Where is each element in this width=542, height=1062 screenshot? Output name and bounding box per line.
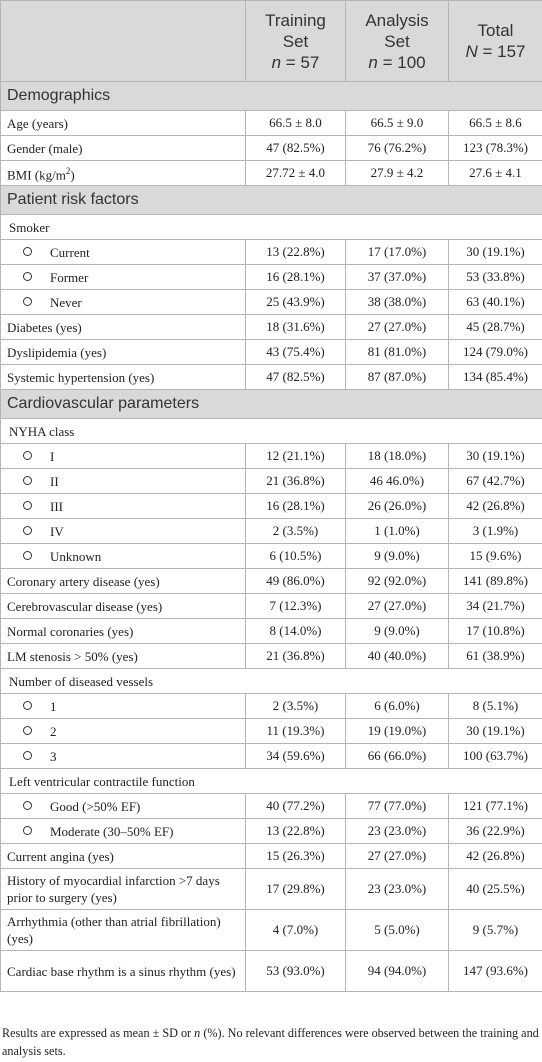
cell-analysis: 9 (9.0%) xyxy=(346,619,449,644)
cell-training: 6 (10.5%) xyxy=(246,544,346,569)
cell-total: 61 (38.9%) xyxy=(449,644,542,669)
row-label: Arrhythmia (other than atrial fibrillation) (yes) xyxy=(1,910,246,951)
table-row xyxy=(1,569,542,594)
row-label: Moderate (30–50% EF) xyxy=(1,819,246,844)
row-label: IV xyxy=(1,519,246,544)
cell-total: 100 (63.7%) xyxy=(449,744,542,769)
table-row-group xyxy=(1,419,542,444)
cell-analysis: 94 (94.0%) xyxy=(346,951,449,992)
cell-training: 16 (28.1%) xyxy=(246,265,346,290)
cell-analysis: 76 (76.2%) xyxy=(346,136,449,161)
cell-training: 34 (59.6%) xyxy=(246,744,346,769)
cell-training: 18 (31.6%) xyxy=(246,315,346,340)
cell-training: 25 (43.9%) xyxy=(246,290,346,315)
row-label: Number of diseased vessels xyxy=(1,669,542,694)
cell-training: 21 (36.8%) xyxy=(246,469,346,494)
cell-analysis: 27 (27.0%) xyxy=(346,844,449,869)
table-row xyxy=(1,315,542,340)
table-row-group xyxy=(1,769,542,794)
cell-analysis: 77 (77.0%) xyxy=(346,794,449,819)
cell-total: 67 (42.7%) xyxy=(449,469,542,494)
cell-analysis: 46 46.0%) xyxy=(346,469,449,494)
cell-total: 124 (79.0%) xyxy=(449,340,542,365)
cell-analysis: 66.5 ± 9.0 xyxy=(346,111,449,136)
bullet-icon xyxy=(23,801,32,810)
cell-analysis: 6 (6.0%) xyxy=(346,694,449,719)
cell-total: 30 (19.1%) xyxy=(449,719,542,744)
table-row xyxy=(1,161,542,186)
section-demographics xyxy=(1,82,542,111)
cell-total: 30 (19.1%) xyxy=(449,240,542,265)
cell-total: 40 (25.5%) xyxy=(449,869,542,910)
bullet-icon xyxy=(23,451,32,460)
table-row xyxy=(1,719,542,744)
cell-total: 63 (40.1%) xyxy=(449,290,542,315)
cell-total: 66.5 ± 8.6 xyxy=(449,111,542,136)
cell-total: 141 (89.8%) xyxy=(449,569,542,594)
cell-training: 4 (7.0%) xyxy=(246,910,346,951)
cell-training: 47 (82.5%) xyxy=(246,136,346,161)
cell-analysis: 27 (27.0%) xyxy=(346,315,449,340)
row-label: III xyxy=(1,494,246,519)
row-label: Good (>50% EF) xyxy=(1,794,246,819)
cell-analysis: 19 (19.0%) xyxy=(346,719,449,744)
row-label: Left ventricular contractile function xyxy=(1,769,542,794)
cell-total: 147 (93.6%) xyxy=(449,951,542,992)
table-row-group xyxy=(1,215,542,240)
cell-analysis: 18 (18.0%) xyxy=(346,444,449,469)
cell-total: 42 (26.8%) xyxy=(449,844,542,869)
cell-training: 40 (77.2%) xyxy=(246,794,346,819)
cell-training: 8 (14.0%) xyxy=(246,619,346,644)
cell-total: 53 (33.8%) xyxy=(449,265,542,290)
cell-training: 13 (22.8%) xyxy=(246,819,346,844)
cell-training: 66.5 ± 8.0 xyxy=(246,111,346,136)
cell-training: 12 (21.1%) xyxy=(246,444,346,469)
table-row xyxy=(1,136,542,161)
bullet-icon xyxy=(23,476,32,485)
table-row xyxy=(1,494,542,519)
cell-training: 11 (19.3%) xyxy=(246,719,346,744)
row-label: Cardiac base rhythm is a sinus rhythm (yes) xyxy=(1,951,246,992)
table-row xyxy=(1,644,542,669)
table-row xyxy=(1,619,542,644)
table-row xyxy=(1,744,542,769)
row-label: Current angina (yes) xyxy=(1,844,246,869)
cell-training: 13 (22.8%) xyxy=(246,240,346,265)
table-row xyxy=(1,111,542,136)
table-row xyxy=(1,819,542,844)
cell-analysis: 23 (23.0%) xyxy=(346,819,449,844)
table-row xyxy=(1,544,542,569)
cell-training: 2 (3.5%) xyxy=(246,694,346,719)
cell-analysis: 9 (9.0%) xyxy=(346,544,449,569)
cell-training: 16 (28.1%) xyxy=(246,494,346,519)
row-label: Former xyxy=(1,265,246,290)
cell-total: 121 (77.1%) xyxy=(449,794,542,819)
cell-analysis: 87 (87.0%) xyxy=(346,365,449,390)
table-row xyxy=(1,444,542,469)
bullet-icon xyxy=(23,701,32,710)
row-label: Smoker xyxy=(1,215,542,240)
table-row xyxy=(1,469,542,494)
cell-analysis: 17 (17.0%) xyxy=(346,240,449,265)
cell-analysis: 66 (66.0%) xyxy=(346,744,449,769)
table-row xyxy=(1,290,542,315)
table-row xyxy=(1,844,542,869)
header-analysis-set: Analysis Set n = 100 xyxy=(346,1,449,82)
cell-total: 8 (5.1%) xyxy=(449,694,542,719)
header-training-set: Training Set n = 57 xyxy=(246,1,346,82)
cell-analysis: 5 (5.0%) xyxy=(346,910,449,951)
table-row xyxy=(1,340,542,365)
row-label: Dyslipidemia (yes) xyxy=(1,340,246,365)
cell-training: 43 (75.4%) xyxy=(246,340,346,365)
section-title: Patient risk factors xyxy=(1,186,542,215)
cell-total: 15 (9.6%) xyxy=(449,544,542,569)
bullet-icon xyxy=(23,551,32,560)
table-footnote: Results are expressed as mean ± SD or n (%). No relevant differences were observed between the training and analysis sets. xyxy=(2,1026,539,1058)
row-label: 2 xyxy=(1,719,246,744)
row-label: Never xyxy=(1,290,246,315)
bullet-icon xyxy=(23,751,32,760)
table-row xyxy=(1,910,542,951)
cell-total: 134 (85.4%) xyxy=(449,365,542,390)
row-label: Unknown xyxy=(1,544,246,569)
cell-training: 21 (36.8%) xyxy=(246,644,346,669)
cell-total: 17 (10.8%) xyxy=(449,619,542,644)
cell-total: 42 (26.8%) xyxy=(449,494,542,519)
cell-analysis: 38 (38.0%) xyxy=(346,290,449,315)
cell-training: 49 (86.0%) xyxy=(246,569,346,594)
table-row xyxy=(1,240,542,265)
cell-total: 34 (21.7%) xyxy=(449,594,542,619)
table-row xyxy=(1,365,542,390)
cell-training: 7 (12.3%) xyxy=(246,594,346,619)
section-cardiovascular xyxy=(1,390,542,419)
row-label: 1 xyxy=(1,694,246,719)
cell-analysis: 92 (92.0%) xyxy=(346,569,449,594)
row-label: Cerebrovascular disease (yes) xyxy=(1,594,246,619)
row-label: 3 xyxy=(1,744,246,769)
bullet-icon xyxy=(23,726,32,735)
bullet-icon xyxy=(23,272,32,281)
cell-analysis: 40 (40.0%) xyxy=(346,644,449,669)
cell-analysis: 23 (23.0%) xyxy=(346,869,449,910)
row-label: LM stenosis > 50% (yes) xyxy=(1,644,246,669)
cell-analysis: 81 (81.0%) xyxy=(346,340,449,365)
bullet-icon xyxy=(23,526,32,535)
table-row xyxy=(1,794,542,819)
row-label: Gender (male) xyxy=(1,136,246,161)
table-row xyxy=(1,519,542,544)
cell-training: 27.72 ± 4.0 xyxy=(246,161,346,186)
cell-analysis: 27.9 ± 4.2 xyxy=(346,161,449,186)
cell-training: 53 (93.0%) xyxy=(246,951,346,992)
cell-training: 2 (3.5%) xyxy=(246,519,346,544)
row-label: I xyxy=(1,444,246,469)
row-label: Coronary artery disease (yes) xyxy=(1,569,246,594)
cell-total: 9 (5.7%) xyxy=(449,910,542,951)
cell-total: 30 (19.1%) xyxy=(449,444,542,469)
header-row xyxy=(1,1,542,82)
cell-analysis: 1 (1.0%) xyxy=(346,519,449,544)
cell-total: 123 (78.3%) xyxy=(449,136,542,161)
cell-total: 27.6 ± 4.1 xyxy=(449,161,542,186)
section-title: Demographics xyxy=(1,82,542,111)
row-label: BMI $(kg/m^2)$ xyxy=(1,161,246,186)
cell-analysis: 27 (27.0%) xyxy=(346,594,449,619)
cell-analysis: 37 (37.0%) xyxy=(346,265,449,290)
row-label: History of myocardial infarction >7 days prior to surgery (yes) xyxy=(1,869,246,910)
row-label: NYHA class xyxy=(1,419,542,444)
bullet-icon xyxy=(23,247,32,256)
cell-training: 17 (29.8%) xyxy=(246,869,346,910)
cell-total: 36 (22.9%) xyxy=(449,819,542,844)
row-label: Systemic hypertension (yes) xyxy=(1,365,246,390)
cell-total: 45 (28.7%) xyxy=(449,315,542,340)
row-label: Diabetes (yes) xyxy=(1,315,246,340)
table-row xyxy=(1,265,542,290)
bullet-icon xyxy=(23,297,32,306)
bullet-icon xyxy=(23,826,32,835)
section-title: Cardiovascular parameters xyxy=(1,390,542,419)
row-label: Age (years) xyxy=(1,111,246,136)
section-risk-factors xyxy=(1,186,542,215)
table-row xyxy=(1,694,542,719)
table-row xyxy=(1,594,542,619)
table-row xyxy=(1,869,542,910)
table-row xyxy=(1,951,542,992)
row-label: Normal coronaries (yes) xyxy=(1,619,246,644)
cell-training: 15 (26.3%) xyxy=(246,844,346,869)
cell-training: 47 (82.5%) xyxy=(246,365,346,390)
cell-analysis: 26 (26.0%) xyxy=(346,494,449,519)
table-row-group xyxy=(1,669,542,694)
row-label: II xyxy=(1,469,246,494)
row-label: Current xyxy=(1,240,246,265)
header-total: Total N = 157 xyxy=(449,1,542,82)
cell-total: 3 (1.9%) xyxy=(449,519,542,544)
header-empty xyxy=(1,1,246,82)
bullet-icon xyxy=(23,501,32,510)
